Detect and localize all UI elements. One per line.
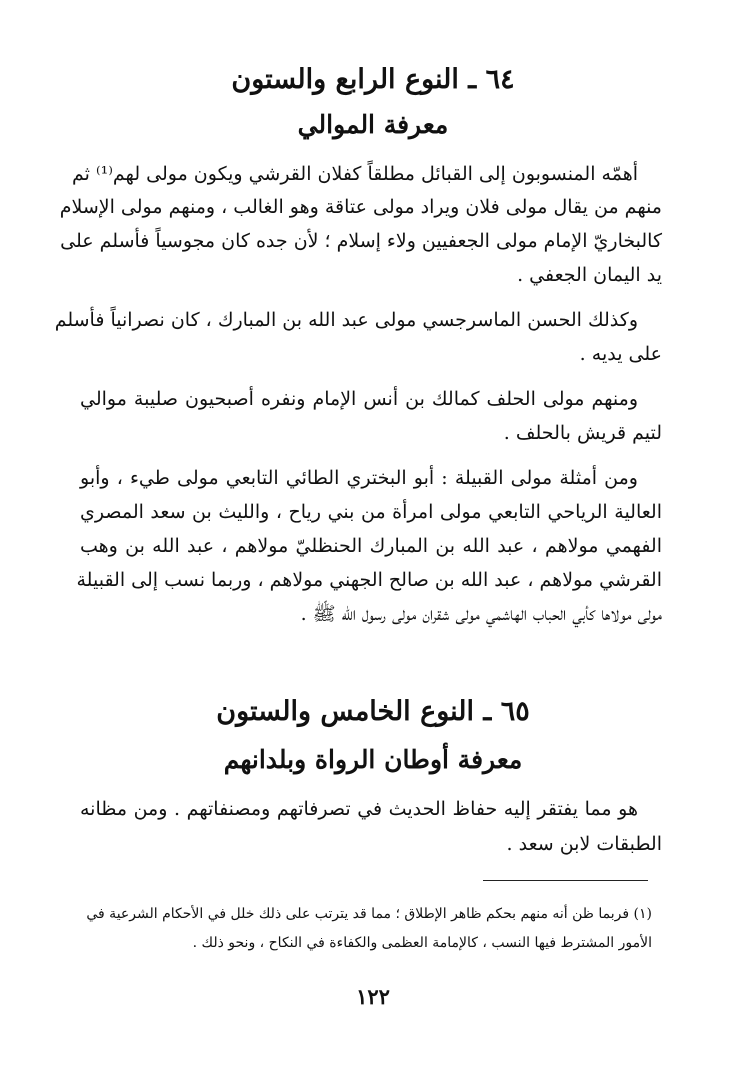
page-number: ١٢٢ [356,984,390,1009]
text-line: لتيم قريش بالحلف . [503,422,662,444]
text-line: كالبخاريّ الإمام مولى الجعفيين ولاء إسلام ؛ لأن جده كان مجوسياً فأسلم على [60,230,662,252]
text-line: ومنهم مولى الحلف كمالك بن أنس الإمام ونفره أصبحيون صليبة موالي [80,388,638,410]
footnote-line: (١) فربما ظن أنه منهم بحكم ظاهر الإطلاق ؛ مما قد يترتب على ذلك خلل في الأحكام الشرعية في [86,906,652,922]
section-65-subtitle: معرفة أوطان الرواة وبلدانهم [223,745,523,774]
section-64-subtitle: معرفة الموالي [297,110,449,139]
text-line: على يديه . [579,343,662,365]
text-line: الفهمي مولاهم ، عبد الله بن المبارك الحنظليّ مولاهم ، عبد الله بن وهب [80,535,662,557]
text-line: العالية الرياحي التابعي مولى امرأة من بني رياح ، والليث بن سعد المصري [80,501,662,523]
text-line: الطبقات لابن سعد . [506,833,662,855]
text-line: منهم من يقال مولى فلان ويراد مولى عتاقة وهو الغالب ، ومنهم مولى الإسلام [59,196,662,218]
text-line: ومن أمثلة مولى القبيلة : أبو البختري الطائي التابعي مولى طيء ، وأبو [80,467,638,489]
section-65-title: ٦٥ ـ النوع الخامس والستون [216,696,530,727]
section-64-title: ٦٤ ـ النوع الرابع والستون [231,64,515,95]
footnote-line: الأمور المشترط فيها النسب ، كالإمامة العظمى والكفاءة في النكاح ، ونحو ذلك . [192,935,652,951]
text-line: القرشي مولاهم ، عبد الله بن صالح الجهني مولاهم ، وربما نسب إلى القبيلة [76,569,662,591]
text-line: أهمّه المنسوبون إلى القبائل مطلقاً كفلان القرشي ويكون مولى لهم⁽¹⁾ ثم [71,163,638,185]
footnote-divider [483,880,648,881]
text-line: هو مما يفتقر إليه حفاظ الحديث في تصرفاتهم ومصنفاتهم . ومن مظانه [80,798,638,820]
text-line: مولى مولاها كأبي الحباب الهاشمي مولى شقران مولى رسول الله ﷺ . [300,603,662,625]
text-line: وكذلك الحسن الماسرجسي مولى عبد الله بن المبارك ، كان نصرانياً فأسلم [54,309,638,331]
text-line: يد اليمان الجعفي . [517,264,662,286]
